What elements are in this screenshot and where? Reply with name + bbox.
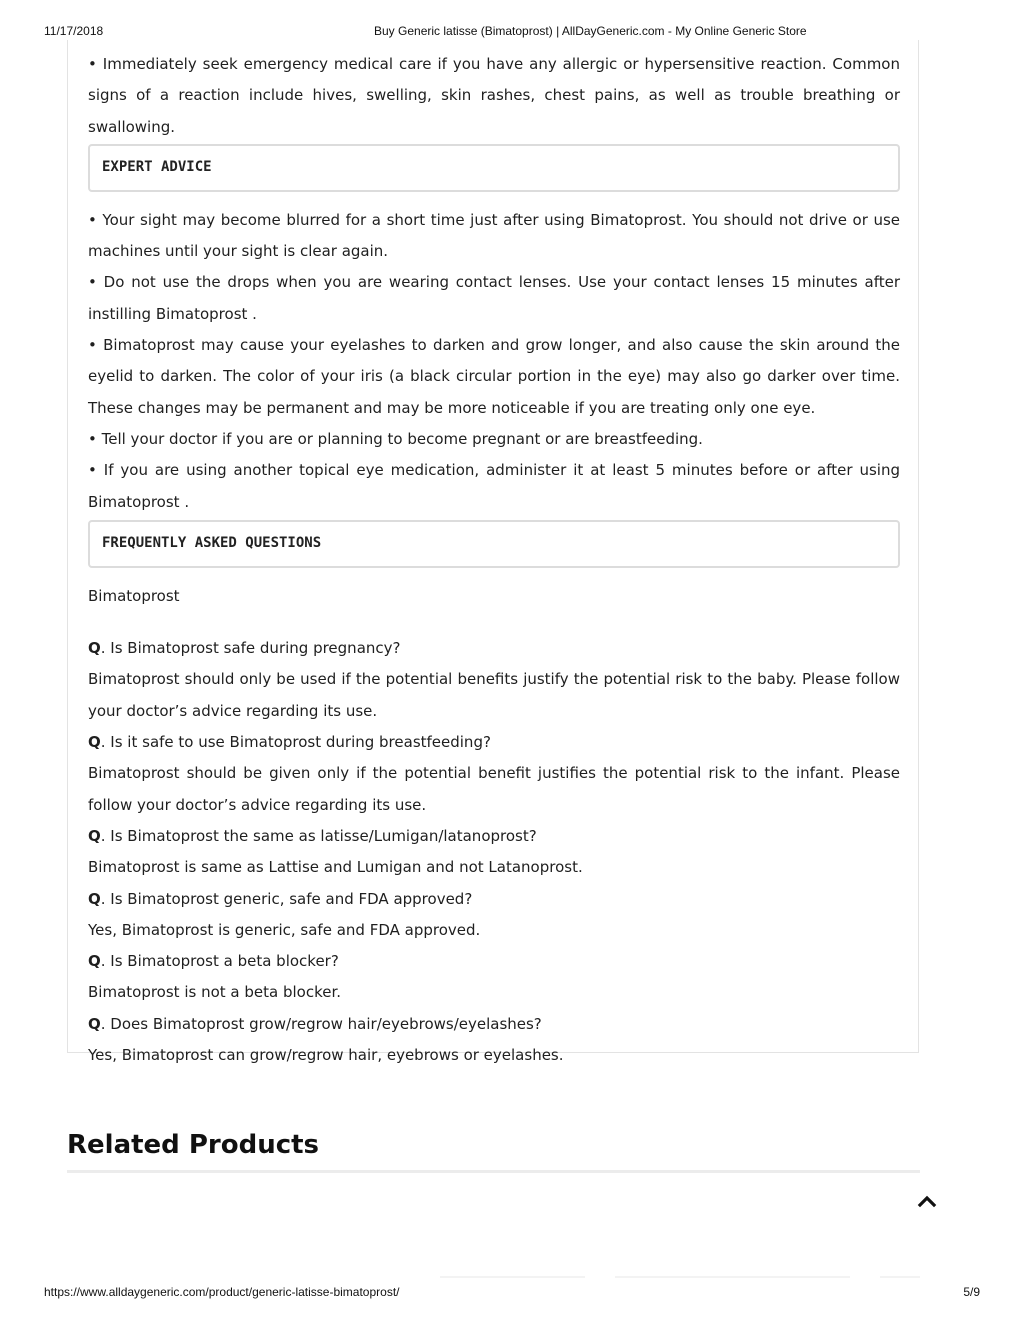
faq-question-text: . Is Bimatoprost generic, safe and FDA approved? bbox=[100, 889, 473, 908]
expert-advice-heading-label: EXPERT ADVICE bbox=[102, 159, 212, 176]
faq-answer: Yes, Bimatoprost can grow/regrow hair, eyebrows or eyelashes. bbox=[88, 1046, 564, 1065]
allergy-warning-bullet: • Immediately seek emergency medical care if you have any allergic or hypersensitive reaction. Common signs of a reaction include hives, swelling, skin rashes, chest pains, as well as trouble breathing or swallowing. bbox=[88, 55, 900, 136]
faq-list bbox=[88, 633, 900, 1071]
faq-heading-label: FREQUENTLY ASKED QUESTIONS bbox=[102, 535, 322, 552]
advice-item: • Your sight may become blurred for a short time just after using Bimatoprost. You should not drive or use machines until your sight is clear again. bbox=[88, 210, 900, 261]
faq-answer: Bimatoprost is not a beta blocker. bbox=[88, 983, 342, 1002]
faq-answer: Bimatoprost should only be used if the potential benefits justify the potential risk to the baby. Please follow your doctor’s advice regarding its use. bbox=[88, 670, 900, 720]
print-date: 11/17/2018 bbox=[44, 24, 104, 38]
product-card-edge bbox=[440, 1276, 585, 1278]
print-page-title: Buy Generic latisse (Bimatoprost) | AllDayGeneric.com - My Online Generic Store bbox=[374, 24, 807, 38]
faq-question-text: . Is it safe to use Bimatoprost during breastfeeding? bbox=[100, 733, 491, 752]
faq-question bbox=[88, 1009, 900, 1040]
q-marker: Q bbox=[88, 889, 101, 908]
faq-answer: Bimatoprost should be given only if the potential benefit justifies the potential risk to the infant. Please follow your doctor’s advice regarding its use. bbox=[88, 764, 900, 814]
product-description-content bbox=[88, 49, 900, 1071]
faq-question-text: . Is Bimatoprost safe during pregnancy? bbox=[100, 639, 401, 658]
advice-item: • Do not use the drops when you are wearing contact lenses. Use your contact lenses 15 minutes after instilling Bimatoprost . bbox=[88, 273, 900, 323]
print-url: https://www.alldaygeneric.com/product/generic-latisse-bimatoprost/ bbox=[44, 1285, 400, 1299]
advice-item: • Tell your doctor if you are or planning to become pregnant or are breastfeeding. bbox=[88, 429, 703, 448]
product-card-edge bbox=[615, 1276, 850, 1278]
faq-question bbox=[88, 821, 900, 852]
related-products-divider bbox=[67, 1170, 920, 1173]
product-card-edge bbox=[880, 1276, 920, 1278]
faq-question-text: . Is Bimatoprost a beta blocker? bbox=[100, 952, 339, 971]
faq-question bbox=[88, 727, 900, 758]
q-marker: Q bbox=[88, 952, 101, 971]
faq-question bbox=[88, 946, 900, 977]
faq-question-text: . Does Bimatoprost grow/regrow hair/eyebrows/eyelashes? bbox=[100, 1014, 542, 1033]
expert-advice-heading bbox=[88, 144, 900, 192]
print-page-number: 5/9 bbox=[963, 1285, 980, 1299]
faq-subject: Bimatoprost bbox=[88, 586, 180, 605]
related-products-title: Related Products bbox=[67, 1130, 320, 1160]
q-marker: Q bbox=[88, 1014, 101, 1033]
q-marker: Q bbox=[88, 826, 101, 845]
print-footer bbox=[44, 1285, 980, 1301]
faq-question bbox=[88, 633, 900, 664]
q-marker: Q bbox=[88, 639, 101, 658]
print-header bbox=[44, 24, 980, 40]
faq-question-text: . Is Bimatoprost the same as latisse/Lumigan/latanoprost? bbox=[100, 826, 537, 845]
advice-item: • Bimatoprost may cause your eyelashes to darken and grow longer, and also cause the skin around the eyelid to darken. The color of your iris (a black circular portion in the eye) may also go darker over time. These changes may be permanent and may be more noticeable if you are treating only one eye. bbox=[88, 336, 900, 417]
faq-answer: Bimatoprost is same as Lattise and Lumigan and not Latanoprost. bbox=[88, 858, 583, 877]
faq-question bbox=[88, 884, 900, 915]
advice-item: • If you are using another topical eye medication, administer it at least 5 minutes before or after using Bimatoprost . bbox=[88, 461, 900, 511]
chevron-up-icon[interactable] bbox=[916, 1190, 938, 1210]
q-marker: Q bbox=[88, 733, 101, 752]
expert-advice-list bbox=[88, 205, 900, 518]
faq-heading bbox=[88, 520, 900, 568]
faq-answer: Yes, Bimatoprost is generic, safe and FDA approved. bbox=[88, 920, 481, 939]
